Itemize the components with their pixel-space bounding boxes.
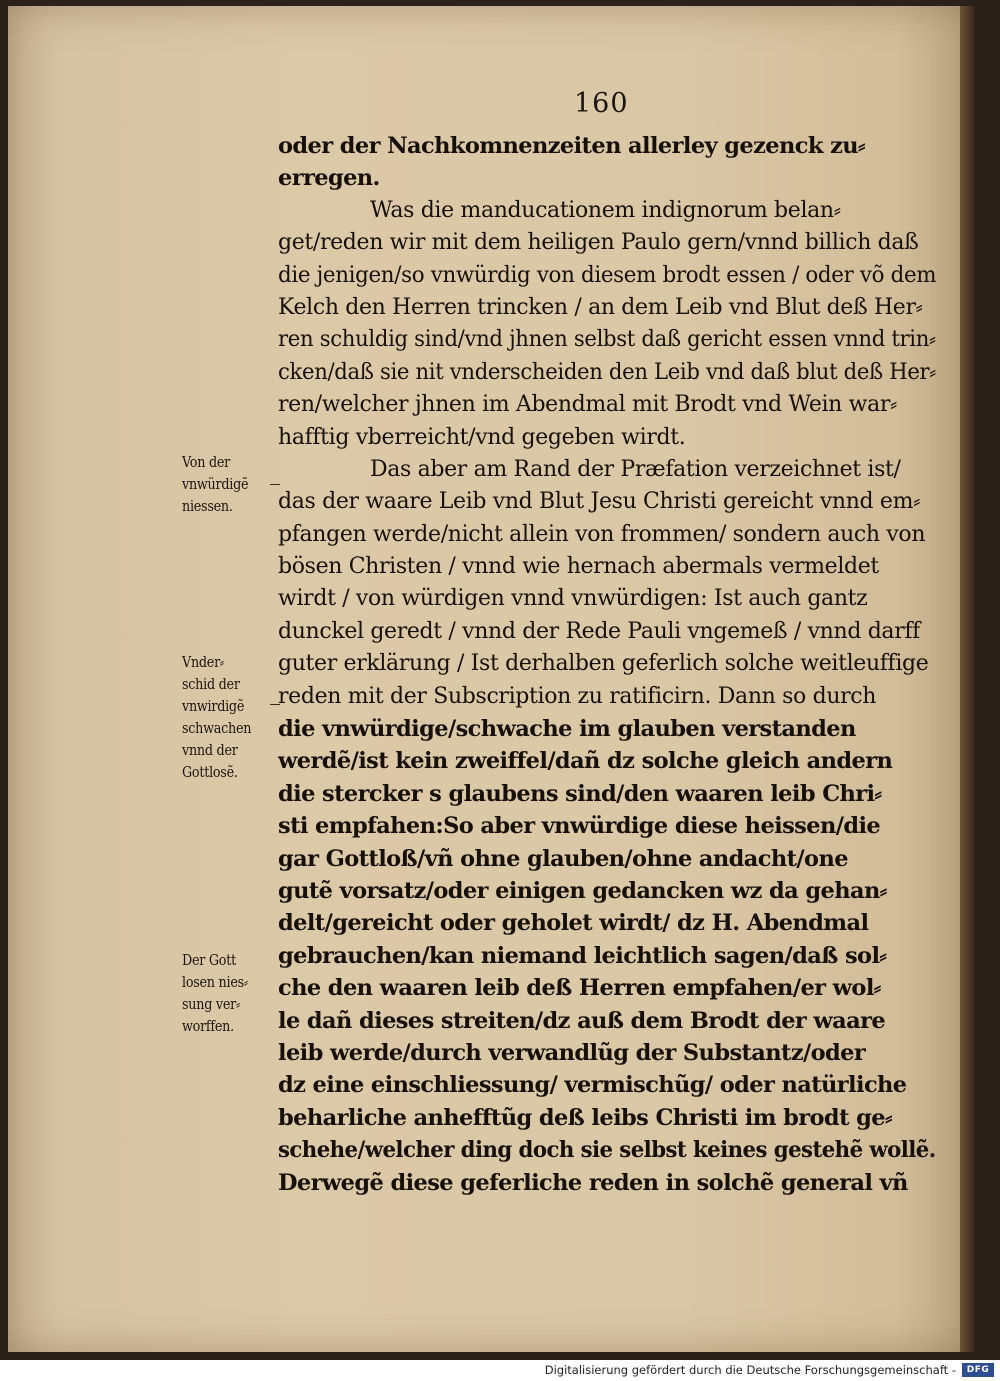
text-line: sti empfahen:So aber vnwürdige diese heissen/die (278, 813, 881, 840)
main-text-block (278, 130, 938, 1199)
margin-note-line: vnnd der (182, 743, 238, 759)
text-line: pfangen werde/nicht allein von frommen/ sondern auch von (278, 521, 926, 547)
text-line: reden mit der Subscription zu ratificirn. Dann so durch (278, 683, 877, 709)
text-line: Was die manducationem indignorum belan⸗ (370, 197, 841, 223)
text-line: delt/gereicht oder geholet wirdt/ dz H. Abendmal (278, 910, 869, 937)
text-line: bösen Christen / vnnd wie hernach abermals vermeldet (278, 554, 879, 580)
margin-note-line: sung ver⸗ (182, 997, 240, 1013)
text-line: che den waaren leib deß Herren empfahen/er wol⸗ (278, 975, 881, 1002)
text-line: wirdt / von würdigen vnnd vnwürdigen: Ist auch gantz (278, 586, 868, 612)
margin-note-line: Gottlosẽ. (182, 765, 238, 781)
text-line: le dañ dieses streiten/dz auß dem Brodt der waare (278, 1007, 886, 1034)
text-line: gar Gottloß/vñ ohne glauben/ohne andacht/one (278, 845, 848, 872)
text-line: das der waare Leib vnd Blut Jesu Christi gereicht vnnd em⸗ (278, 489, 921, 515)
dfg-logo: DFG (962, 1363, 994, 1377)
text-line: leib werde/durch verwandlũg der Substantz/oder (278, 1039, 866, 1066)
margin-note-line: losen nies⸗ (182, 975, 248, 991)
margin-note-line: schid der (182, 677, 240, 693)
text-line: Kelch den Herren trincken / an dem Leib vnd Blut deß Her⸗ (278, 294, 923, 320)
text-line: dunckel geredt / vnnd der Rede Pauli vngemeß / vnnd darff (278, 618, 920, 644)
text-line: guter erklärung / Ist derhalben geferlich solche weitleuffige (278, 651, 929, 677)
text-line: dz eine einschliessung/ vermischũg/ oder natürliche (278, 1072, 907, 1099)
text-line: gebrauchen/kan niemand leichtlich sagen/daß sol⸗ (278, 942, 887, 969)
text-line: gutẽ vorsatz/oder einigen gedancken wz da gehan⸗ (278, 877, 887, 904)
text-line: get/reden wir mit dem heiligen Paulo gern/vnnd billich daß (278, 230, 919, 256)
margin-note-line: Von der (182, 455, 230, 471)
margin-bracket (270, 704, 280, 705)
margin-bracket (270, 484, 280, 485)
margin-note-line: schwachen (182, 721, 252, 737)
text-line: die vnwürdige/schwache im glauben verstanden (278, 716, 856, 743)
funding-credit: Digitalisierung gefördert durch die Deutsche Forschungsgemeinschaft - (544, 1363, 956, 1377)
text-line: Das aber am Rand der Præfation verzeichnet ist/ (370, 456, 901, 482)
text-line: ren schuldig sind/vnd jhnen selbst daß gericht essen vnnd trin⸗ (278, 327, 936, 353)
margin-note-line: vnwürdigẽ (182, 477, 249, 493)
text-line: hafftig vberreicht/vnd gegeben wirdt. (278, 424, 686, 450)
text-line: beharliche anhefftũg deß leibs Christi im brodt ge⸗ (278, 1104, 892, 1131)
page-number: 160 (574, 88, 629, 119)
text-line: schehe/welcher ding doch sie selbst keines gestehẽ wollẽ. (278, 1137, 936, 1164)
text-line: ren/welcher jhnen im Abendmal mit Brodt vnd Wein war⸗ (278, 392, 898, 418)
text-line: oder der Nachkomnenzeiten allerley gezenck zu⸗ (278, 133, 865, 159)
text-line: cken/daß sie nit vnderscheiden den Leib vnd daß blut deß Her⸗ (278, 359, 937, 385)
margin-note (182, 452, 282, 518)
footer-bar (0, 1360, 1000, 1381)
text-line: die jenigen/so vnwürdig von diesem brodt essen / oder võ dem (278, 262, 937, 288)
margin-note-line: worffen. (182, 1019, 234, 1035)
page-edge (960, 6, 974, 1352)
text-line: erregen. (278, 165, 380, 192)
text-line: werdẽ/ist kein zweiffel/dañ dz solche gleich andern (278, 748, 893, 775)
margin-note-line: Vnder⸗ (182, 655, 224, 671)
margin-note-line: vnwirdigẽ (182, 699, 245, 715)
margin-note-line: niessen. (182, 499, 233, 515)
margin-note (182, 652, 282, 784)
margin-note (182, 950, 282, 1038)
margin-note-line: Der Gott (182, 953, 236, 969)
text-line: Derwegẽ diese geferliche reden in solchẽ general vñ (278, 1169, 908, 1196)
text-line: die stercker s glaubens sind/den waaren leib Chri⸗ (278, 780, 882, 807)
